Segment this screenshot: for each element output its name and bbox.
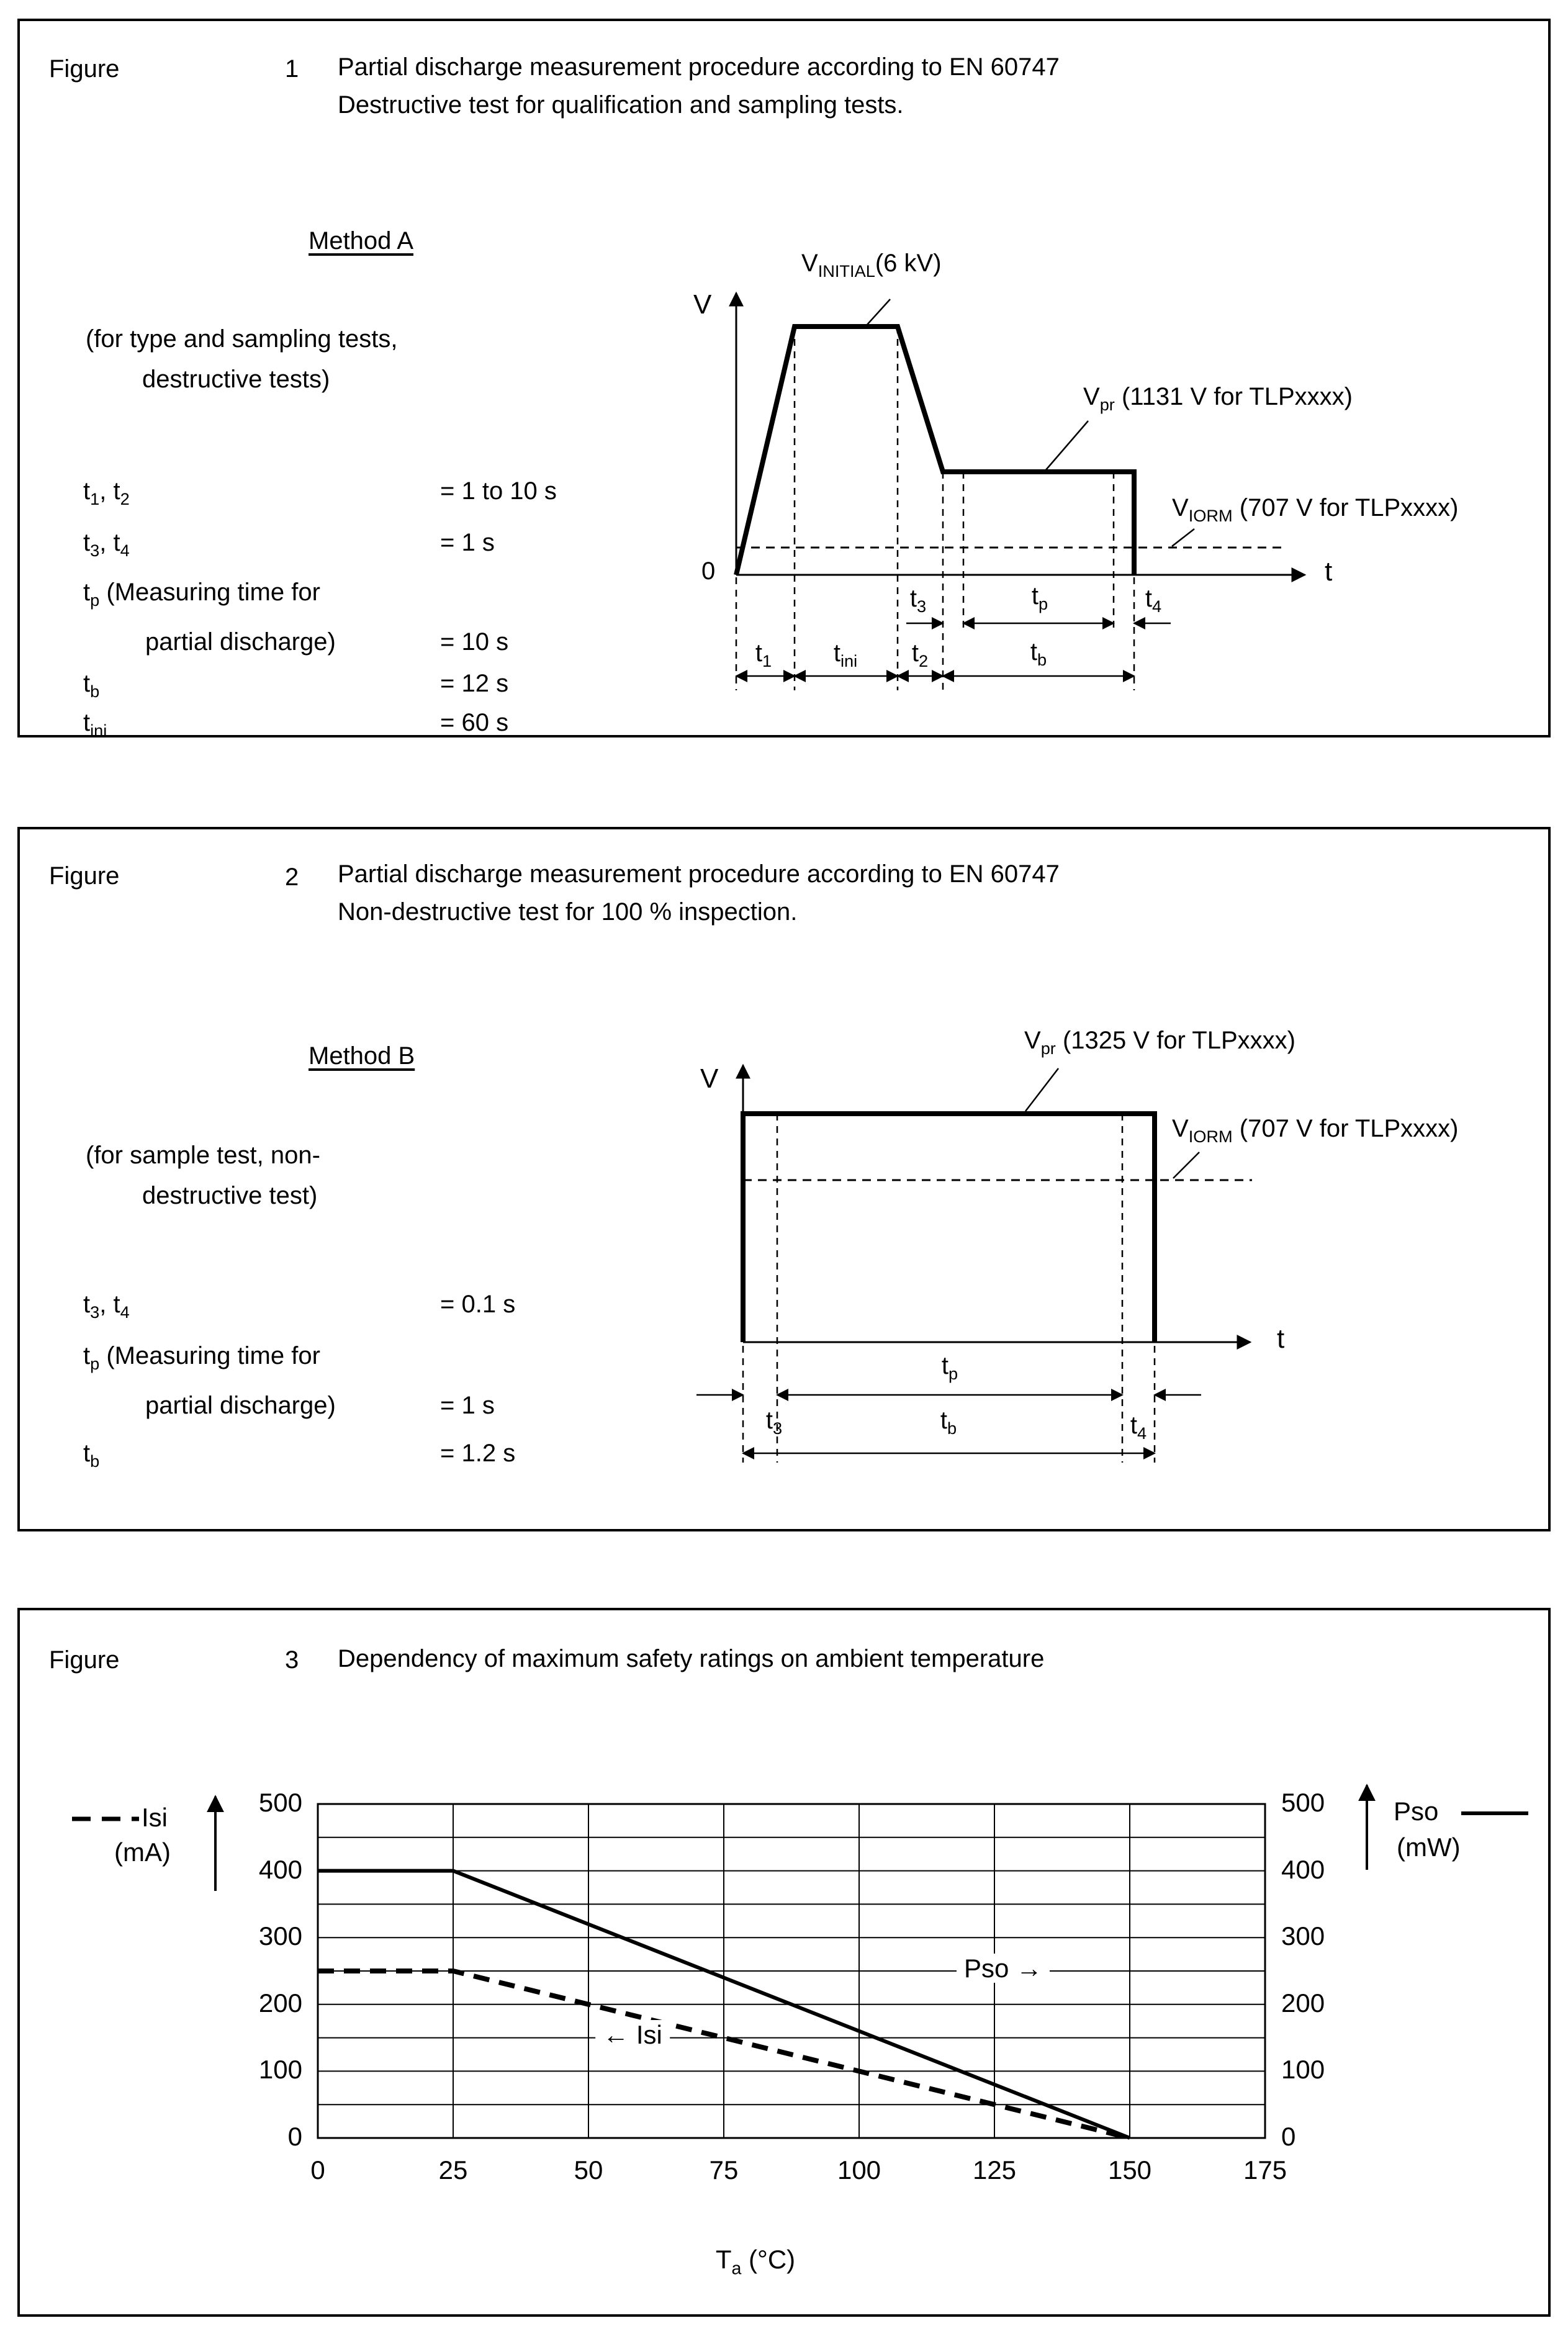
figure2-scope-line1: (for sample test, non- <box>86 1142 320 1169</box>
fig2-t4-span-label: $t_4$ <box>1130 1412 1147 1443</box>
fig1-viorm-label: $V_{IORM}$ (707 V for TLPxxxx) <box>1172 494 1459 525</box>
figure2-title-line2: Non-destructive test for 100 % inspection. <box>338 898 798 926</box>
fig1-v-axis-label: V <box>693 289 712 320</box>
param-value: = 12 s <box>440 670 509 697</box>
figure1-panel <box>17 19 1551 740</box>
fig2-t3-span-label: $t_3$ <box>765 1407 783 1438</box>
figure1-method-title: Method A <box>309 227 414 255</box>
figure1-title-line2: Destructive test for qualification and sampling tests. <box>338 91 904 119</box>
fig1-origin-label: 0 <box>701 557 716 585</box>
x-tick: 100 <box>837 2155 881 2185</box>
x-tick: 175 <box>1243 2155 1287 2185</box>
figure1-label: Figure <box>49 55 120 83</box>
fig3-isi-legend-label: Isi <box>142 1803 168 1832</box>
param-value: = 1 to 10 s <box>440 477 557 505</box>
figure2-method-title: Method B <box>309 1042 415 1070</box>
fig1-leader-lines <box>867 299 1194 546</box>
figure3-chart-graphics <box>20 1610 1548 2314</box>
figure3-label: Figure <box>49 1646 120 1674</box>
x-tick: 150 <box>1107 2155 1152 2185</box>
fig2-viorm-label: $V_{IORM}$ (707 V for TLPxxxx) <box>1172 1115 1459 1146</box>
y-tick-right: 500 <box>1281 1788 1325 1817</box>
param-name: $t_3$, $t_4$ <box>83 529 130 560</box>
param-name: partial discharge) <box>145 1392 336 1419</box>
figure2-number: 2 <box>285 864 299 891</box>
figure2-label: Figure <box>49 862 120 890</box>
y-tick-left: 300 <box>258 1921 302 1950</box>
figure3-panel <box>17 1608 1551 2317</box>
y-tick-right: 100 <box>1281 2055 1325 2084</box>
fig1-tini-span-label: $t_{ini}$ <box>833 639 858 670</box>
figure3-number: 3 <box>285 1646 299 1674</box>
param-value: = 1.2 s <box>440 1440 516 1467</box>
y-tick-left: 400 <box>258 1855 302 1884</box>
x-tick: 125 <box>972 2155 1017 2185</box>
param-name: $t_{ini}$ <box>83 709 107 740</box>
fig1-vpr-label: $V_{pr}$ (1131 V for TLPxxxx) <box>1083 383 1353 414</box>
param-value: = 0.1 s <box>440 1291 516 1318</box>
y-tick-right: 300 <box>1281 1921 1325 1950</box>
y-tick-right: 200 <box>1281 1988 1325 2018</box>
param-name: $t_p$ (Measuring time for <box>83 1342 320 1373</box>
param-name: $t_p$ (Measuring time for <box>83 579 320 610</box>
param-name: $t_b$ <box>83 1440 100 1471</box>
param-value: = 1 s <box>440 529 495 556</box>
fig3-pso-legend-label: Pso <box>1394 1797 1439 1826</box>
figure1-scope-line2: destructive tests) <box>142 366 330 393</box>
x-tick: 25 <box>438 2155 468 2185</box>
fig1-vinitial-label: $V_{INITIAL}(6$ kV) <box>801 250 942 281</box>
fig3-pso-legend-unit: (mW) <box>1397 1833 1461 1862</box>
fig1-voltage-waveform <box>736 327 1134 575</box>
fig1-t4-span-label: $t_4$ <box>1145 585 1162 616</box>
figure2-diagram-graphics <box>20 829 1548 1529</box>
fig3-isi-legend-unit: (mA) <box>114 1838 171 1867</box>
x-tick: 75 <box>709 2155 739 2185</box>
y-tick-left: 500 <box>258 1788 302 1817</box>
fig2-t-axis-label: t <box>1277 1324 1285 1354</box>
fig1-t1-span-label: $t_1$ <box>755 639 772 670</box>
y-tick-right: 400 <box>1281 1855 1325 1884</box>
param-value: = 10 s <box>440 628 509 656</box>
figure3-title: Dependency of maximum safety ratings on ambient temperature <box>338 1645 1045 1672</box>
fig2-tp-span-label: $t_p$ <box>941 1352 958 1383</box>
fig1-axes <box>736 293 1305 575</box>
figure1-scope-line1: (for type and sampling tests, <box>86 325 398 353</box>
fig1-tp-span-label: $t_p$ <box>1031 582 1048 613</box>
param-name: $t_3$, $t_4$ <box>83 1291 130 1322</box>
figure2-panel <box>17 827 1551 1531</box>
fig1-t2-span-label: $t_2$ <box>911 639 929 670</box>
fig3-isi-annotation: ← Isi <box>595 2020 670 2049</box>
fig1-tb-span-label: $t_b$ <box>1030 638 1047 669</box>
y-tick-left: 0 <box>287 2122 302 2151</box>
param-name: partial discharge) <box>145 628 336 656</box>
fig2-v-axis-label: V <box>700 1063 719 1094</box>
x-tick: 0 <box>310 2155 325 2185</box>
fig3-pso-annotation: Pso → <box>957 1954 1050 1983</box>
param-value: = 60 s <box>440 709 509 736</box>
fig1-t3-span-label: $t_3$ <box>909 585 927 616</box>
fig3-x-axis-title: $T_a$ (°C) <box>715 2245 796 2279</box>
fig2-tb-span-label: $t_b$ <box>940 1407 957 1438</box>
figure1-title-line1: Partial discharge measurement procedure according to EN 60747 <box>338 53 1060 81</box>
x-tick: 50 <box>574 2155 603 2185</box>
fig2-vpr-label: $V_{pr}$ (1325 V for TLPxxxx) <box>1024 1027 1295 1058</box>
param-value: = 1 s <box>440 1392 495 1419</box>
y-tick-right: 0 <box>1281 2122 1296 2151</box>
fig2-dashed-guides <box>743 1114 1252 1463</box>
figure2-title-line1: Partial discharge measurement procedure according to EN 60747 <box>338 860 1060 888</box>
fig1-t-axis-label: t <box>1325 556 1333 587</box>
figure2-scope-line2: destructive test) <box>142 1182 318 1209</box>
fig2-axes <box>743 1065 1250 1342</box>
figure1-number: 1 <box>285 55 299 83</box>
param-name: $t_1$, $t_2$ <box>83 477 130 508</box>
y-tick-left: 100 <box>258 2055 302 2084</box>
fig2-voltage-pulse <box>743 1114 1155 1342</box>
param-name: $t_b$ <box>83 670 100 701</box>
y-tick-left: 200 <box>258 1988 302 2018</box>
